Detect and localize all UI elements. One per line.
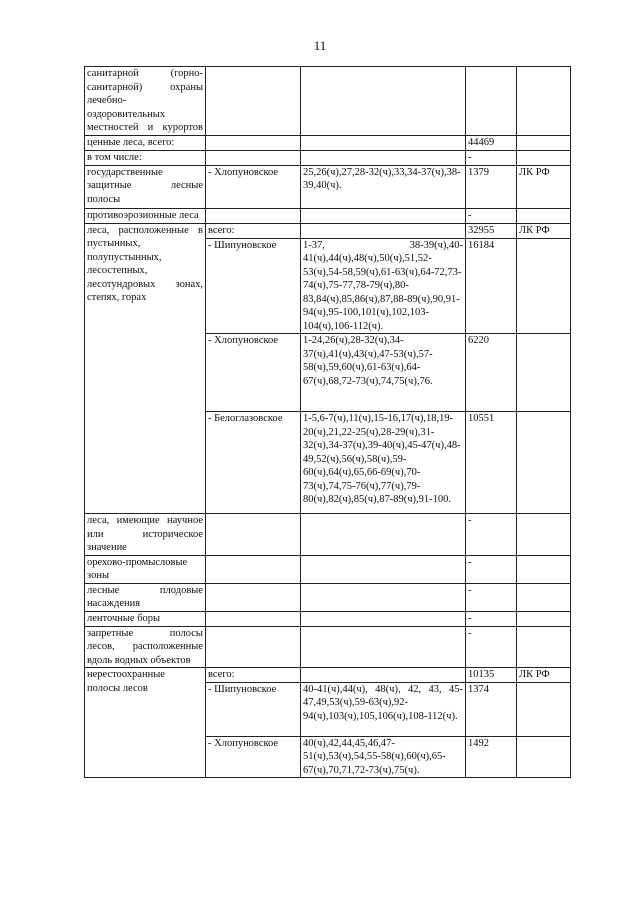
table-row — [85, 611, 571, 626]
quarters-cell — [301, 67, 466, 136]
quarters-cell — [301, 555, 466, 583]
area-cell: 16184 — [466, 238, 517, 334]
forestry-cell — [206, 626, 301, 668]
quarters-cell: 1-5,6-7(ч),11(ч),15-16,17(ч),18,19-20(ч),21,22-25(ч),28-29(ч),31-32(ч),34-37(ч),39-40(ч),45-47(ч),48-49,52(ч),56(ч),58(ч),59-60(ч),64(ч),65,66-69(ч),70-73(ч),74,75-76(ч),77(ч),79-80(ч),82(ч),85(ч),87-89(ч),91-100. — [301, 412, 466, 514]
quarters-cell — [301, 150, 466, 165]
forestry-cell: всего: — [206, 668, 301, 683]
forestry-cell — [206, 208, 301, 223]
quarters-cell: 1-24,26(ч),28-32(ч),34-37(ч),41(ч),43(ч),47-53(ч),57-58(ч),59,60(ч),61-63(ч),64-67(ч),68,72-73(ч),74,75(ч),76. — [301, 334, 466, 412]
area-cell: 44469 — [466, 135, 517, 150]
table-row — [85, 583, 571, 611]
table-row — [85, 514, 571, 556]
category-cell: запретные полосы лесов, расположенные вдоль водных объектов — [85, 626, 206, 668]
table-row — [85, 67, 571, 136]
forestry-cell: всего: — [206, 223, 301, 238]
table-row — [85, 135, 571, 150]
law-cell — [517, 583, 571, 611]
area-cell: 1379 — [466, 165, 517, 208]
quarters-cell — [301, 514, 466, 556]
law-cell — [517, 334, 571, 412]
quarters-cell — [301, 611, 466, 626]
law-cell — [517, 135, 571, 150]
forest-categories-table — [84, 66, 571, 778]
category-cell: леса, имеющие научное или историческое значение — [85, 514, 206, 556]
forestry-cell — [206, 135, 301, 150]
category-cell: санитарной (горно- санитарной) охраны лечебно- оздоровительных местностей и курортов — [85, 67, 206, 136]
table-row — [85, 208, 571, 223]
quarters-cell: 25,26(ч),27,28-32(ч),33,34-37(ч),38-39,40(ч). — [301, 165, 466, 208]
page-number: 11 — [313, 38, 327, 53]
area-cell: - — [466, 626, 517, 668]
forestry-cell — [206, 555, 301, 583]
category-cell: леса, расположенные в пустынных, полупустынных, лесостепных, лесотундровых зонах, степях, горах — [85, 223, 206, 514]
area-cell: 1374 — [466, 682, 517, 736]
law-cell — [517, 682, 571, 736]
law-cell — [517, 412, 571, 514]
category-cell: нерестоохранные полосы лесов — [85, 668, 206, 778]
forestry-cell: - Белоглазовское — [206, 412, 301, 514]
area-cell: 32955 — [466, 223, 517, 238]
forestry-cell: - Шипуновское — [206, 682, 301, 736]
area-cell: - — [466, 583, 517, 611]
category-cell: ценные леса, всего: — [85, 135, 206, 150]
area-cell: - — [466, 555, 517, 583]
quarters-cell — [301, 668, 466, 683]
area-cell: - — [466, 514, 517, 556]
table-row — [85, 223, 571, 238]
area-cell: - — [466, 208, 517, 223]
law-cell — [517, 150, 571, 165]
forestry-cell — [206, 67, 301, 136]
area-cell — [466, 67, 517, 136]
forestry-cell — [206, 611, 301, 626]
quarters-cell — [301, 626, 466, 668]
law-cell — [517, 626, 571, 668]
forestry-cell: - Хлопуновское — [206, 334, 301, 412]
law-cell: ЛК РФ — [517, 165, 571, 208]
forestry-cell: - Хлопуновское — [206, 165, 301, 208]
area-cell: - — [466, 150, 517, 165]
quarters-cell: 40-41(ч),44(ч), 48(ч), 42, 43, 45-47,49,53(ч),59-63(ч),92-94(ч),103(ч),105,106(ч),108-112(ч). — [301, 682, 466, 736]
law-cell — [517, 555, 571, 583]
category-cell: в том числе: — [85, 150, 206, 165]
area-cell: 10551 — [466, 412, 517, 514]
table-row — [85, 150, 571, 165]
table-row — [85, 626, 571, 668]
area-cell: 6220 — [466, 334, 517, 412]
quarters-cell — [301, 135, 466, 150]
law-cell — [517, 736, 571, 778]
forestry-cell — [206, 150, 301, 165]
quarters-cell — [301, 208, 466, 223]
law-cell — [517, 514, 571, 556]
law-cell: ЛК РФ — [517, 668, 571, 683]
law-cell — [517, 67, 571, 136]
area-cell: 10135 — [466, 668, 517, 683]
law-cell: ЛК РФ — [517, 223, 571, 238]
area-cell: - — [466, 611, 517, 626]
forestry-cell — [206, 514, 301, 556]
area-cell: 1492 — [466, 736, 517, 778]
quarters-cell — [301, 583, 466, 611]
law-cell — [517, 611, 571, 626]
category-cell: государственные защитные лесные полосы — [85, 165, 206, 208]
law-cell — [517, 238, 571, 334]
forestry-cell: - Хлопуновское — [206, 736, 301, 778]
category-cell: ленточные боры — [85, 611, 206, 626]
quarters-cell: 40(ч),42,44,45,46,47-51(ч),53(ч),54,55-58(ч),60(ч),65-67(ч),70,71,72-73(ч),75(ч). — [301, 736, 466, 778]
category-cell: лесные плодовые насаждения — [85, 583, 206, 611]
category-cell: противоэрозионные леса — [85, 208, 206, 223]
law-cell — [517, 208, 571, 223]
quarters-cell: 1-37, 38-39(ч),40-41(ч),44(ч),48(ч),50(ч),51,52-53(ч),54-58,59(ч),61-63(ч),64-72,73-74(ч),75-77,78-79(ч),80-83,84(ч),85,86(ч),87,88-89(ч),90,91-94(ч),95-100,101(ч),102,103-104(ч),106-112(ч). — [301, 238, 466, 334]
category-cell: орехово-промысловые зоны — [85, 555, 206, 583]
table-row — [85, 165, 571, 208]
forestry-cell: - Шипуновское — [206, 238, 301, 334]
table-row — [85, 555, 571, 583]
forestry-cell — [206, 583, 301, 611]
table-row — [85, 668, 571, 683]
quarters-cell — [301, 223, 466, 238]
